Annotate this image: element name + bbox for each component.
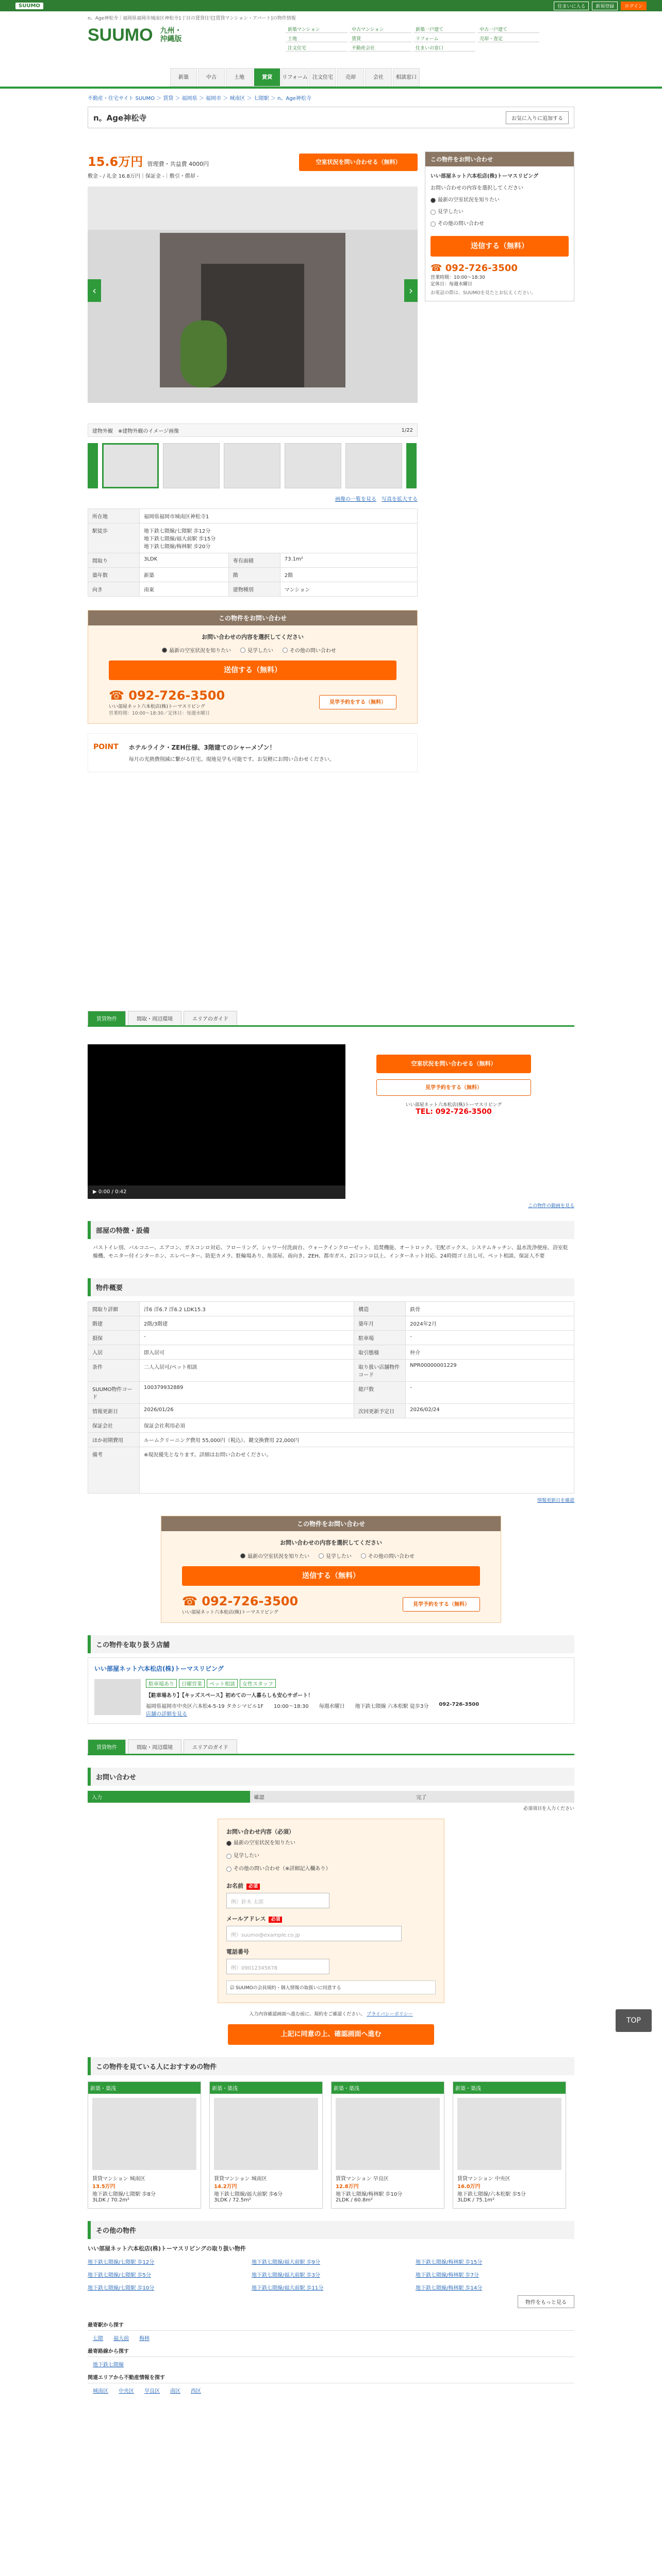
top-link-login[interactable]: ログイン — [621, 2, 647, 10]
form-option[interactable] — [226, 1851, 259, 1862]
side-phone-text: 092-726-3500 — [445, 263, 518, 274]
recommend-card[interactable] — [331, 2081, 444, 2209]
ov-h: 総戸数 — [354, 1382, 406, 1404]
side-phone[interactable]: ☎ 092-726-3500 — [431, 263, 518, 274]
shop-hours: 10:00〜18:30 — [273, 1703, 309, 1709]
features-text: バストイレ別、バルコニー、エアコン、ガスコンロ対応、フローリング、シャワー付洗面台、ウォークインクローゼット、追焚機能、オートロック、宅配ボックス、システムキッチン、温水洗浄便座、浴室乾燥機、モニター付インターホン、エレベーター、防犯カメラ、駐輪場あり、角部屋、南向き、ZEH、都市ガス、2口コンロ以上、インターネット対応、24時間ゴミ出し可、ペット相談、保証人不要 — [93, 1245, 568, 1259]
shop-heading: この物件を取り扱う店舗 — [88, 1635, 574, 1653]
card-info: 地下鉄七隈線/七隈駅 歩8分 3LDK / 70.2m² — [92, 2191, 156, 2203]
option-label: 最新の空室状況を知りたい — [438, 197, 500, 203]
side-company[interactable]: いい部屋ネット六本松店(株)トーマスリビング — [431, 174, 538, 179]
side-prompt: お問い合わせの内容を選択してください — [431, 185, 523, 191]
inquiry-heading: この物件をお問い合わせ — [88, 611, 417, 625]
line-link[interactable]: 地下鉄七隈線 — [93, 2362, 124, 2368]
form-heading: お問い合わせ — [88, 1768, 574, 1786]
inquiry2-prompt: お問い合わせの内容を選択してください — [280, 1539, 382, 1546]
top-link-home[interactable]: 住まいに入る — [554, 2, 589, 10]
visit-reserve-button-2[interactable]: 見学予約をする（無料） — [403, 1597, 480, 1612]
other-item[interactable]: 地下鉄七隈線/梅林駅 歩15分 — [416, 2259, 483, 2265]
company-hours: 営業時間：10:00〜18:30／定休日：毎週水曜日 — [109, 710, 210, 716]
side-option[interactable] — [431, 219, 484, 229]
photo-enlarge-link[interactable]: 写真を拡大する — [382, 497, 418, 502]
company-name: いい部屋ネット六本松店(株)トーマスリビング — [109, 704, 205, 709]
card-price: 12.8万円 — [336, 2183, 359, 2190]
gnav-company[interactable]: 会社 — [365, 68, 392, 87]
inquiry-box — [88, 610, 418, 724]
inquiry-option[interactable] — [162, 646, 231, 654]
deposit-info: 敷金 - / 礼金 16.8万円｜保証金 -｜敷引・償却 - — [88, 174, 199, 179]
video-link[interactable]: この物件の動画を見る — [527, 1204, 574, 1209]
recommend-cards — [88, 2081, 574, 2209]
ov-h: 損保 — [88, 1331, 140, 1345]
ov-h: 入居 — [88, 1345, 140, 1360]
agree-checkbox[interactable]: ☑ SUUMOの会員規約・個人情報の取扱いに同意する — [226, 1980, 436, 1994]
detail-section — [88, 995, 574, 2397]
shop-access: 地下鉄七隈線 六本松駅 徒歩3分 — [355, 1703, 429, 1709]
vacancy-inquiry-button[interactable]: 空室状況を問い合わせる（無料） — [299, 154, 418, 171]
ov-v: 100379932889 — [140, 1382, 354, 1404]
video-time: 0:00 / 0:42 — [98, 1189, 127, 1195]
other-item[interactable]: 地下鉄七隈線/七隈駅 歩5分 — [88, 2272, 151, 2278]
summary-v: 新築 — [140, 568, 229, 582]
ov-v: 2026/01/26 — [140, 1404, 354, 1418]
ov-v: - — [406, 1331, 574, 1345]
thumb-prev-button[interactable] — [88, 443, 98, 488]
phone-number-2[interactable]: ☎ 092-726-3500 — [182, 1594, 299, 1608]
card-name: 賃貸マンション 城南区 — [92, 2176, 145, 2182]
hdr-link[interactable]: 注文住宅 — [286, 44, 347, 52]
summary-v: 地下鉄七隈線/七隈駅 歩12分 地下鉄七隈線/福大前駅 歩15分 地下鉄七隈線/梅林駅 歩20分 — [140, 523, 418, 553]
ov-v: 2026/02/24 — [406, 1404, 574, 1418]
side-option[interactable] — [431, 207, 464, 217]
send-button-2[interactable]: 送信する（無料） — [182, 1566, 480, 1586]
station-link[interactable]: 福大前 — [113, 2335, 129, 2342]
photo-caption-bar — [88, 423, 418, 437]
inquiry-option[interactable] — [240, 646, 273, 654]
summary-v: 福岡県福岡市城南区神松寺1 — [140, 509, 418, 523]
phone-text: 092-726-3500 — [128, 688, 225, 703]
card-image — [457, 2098, 561, 2170]
inquiry-form — [218, 1819, 444, 2003]
area-link[interactable]: 早良区 — [144, 2388, 160, 2394]
summary-v: マンション — [280, 582, 417, 597]
summary-h: 所在地 — [88, 509, 140, 523]
phone-label: 電話番号 — [226, 1948, 249, 1955]
recommend-card[interactable] — [88, 2081, 201, 2209]
inquiry2-option[interactable] — [361, 1552, 415, 1560]
detail-tabs — [88, 1011, 574, 1027]
recommend-card[interactable] — [453, 2081, 566, 2209]
video-controls[interactable]: ▶ 0:00 / 0:42 — [88, 1185, 345, 1199]
ov-h: 間取り詳細 — [88, 1302, 140, 1316]
breadcrumb[interactable]: 不動産・住宅サイト SUUMO ＞ 賃貸 ＞ 福岡県 ＞ 福岡市 ＞ 城南区 ＞ 七隈駅 ＞ n。Age神松寺 — [88, 96, 311, 101]
side-hours: 営業時間：10:00〜18:30 定休日：毎週水曜日 — [431, 275, 485, 287]
ov-v: 2024年2月 — [406, 1316, 574, 1331]
ov-h: ほか初期費用 — [88, 1433, 140, 1447]
add-favorite-button[interactable]: お気に入りに追加する — [506, 111, 569, 124]
form-step-2: 確認 — [250, 1791, 412, 1803]
thumbnail-strip — [88, 440, 418, 492]
name-input[interactable]: 例）鈴木 太郎 — [226, 1893, 329, 1908]
shop-tag: 日曜営業 — [179, 1679, 205, 1688]
card-name: 賃貸マンション 城南区 — [214, 2176, 267, 2182]
card-image — [214, 2098, 318, 2170]
main-wrap — [88, 89, 574, 2576]
rent-price — [88, 151, 209, 170]
option-label: その他の問い合わせ（※詳細記入欄あり） — [234, 1866, 331, 1872]
point-label: POINT — [93, 742, 119, 751]
tab-rent[interactable]: 賃貸物件 — [88, 1011, 126, 1025]
inquiry-prompt: お問い合わせの内容を選択してください — [202, 634, 304, 640]
rent-note: 管理費・共益費 4000円 — [147, 161, 209, 167]
required-mark: 必須 — [246, 1884, 260, 1890]
thumbnail[interactable] — [285, 443, 341, 488]
card-price: 16.0万円 — [457, 2183, 481, 2190]
site-header — [0, 11, 662, 89]
summary-v: 73.1m² — [280, 553, 417, 568]
inquiry-option[interactable] — [283, 646, 336, 654]
area-line-1: 九州・ — [160, 27, 182, 36]
summary-h: 築年数 — [88, 568, 140, 582]
form-option[interactable] — [226, 1838, 295, 1849]
area-label[interactable] — [160, 27, 182, 43]
phone-number[interactable]: ☎ 092-726-3500 — [109, 688, 225, 703]
thumbnail[interactable] — [102, 443, 159, 488]
area-line-2: 沖縄版 — [160, 35, 182, 43]
ov-h: 階建 — [88, 1316, 140, 1331]
summary-h: 駅徒歩 — [88, 523, 140, 553]
email-label: メールアドレス — [226, 1915, 266, 1922]
tree-image — [180, 320, 227, 387]
point-box — [88, 733, 418, 772]
nearby-h2: 最寄路線から探す — [88, 2345, 574, 2357]
hdr-link[interactable]: 住まいの窓口 — [413, 44, 475, 52]
hdr-link[interactable]: 中古一戸建て — [477, 26, 539, 33]
confirm-submit-button[interactable]: 上記に同意の上、確認画面へ進む — [228, 2024, 434, 2045]
ov-h: 情報更新日 — [88, 1404, 140, 1418]
gnav-custom[interactable]: 注文住宅 — [309, 68, 336, 87]
form-required-note: 必須項目を入力ください — [523, 1806, 574, 1811]
nearby-search — [88, 2318, 574, 2397]
hdr-link[interactable]: 新築マンション — [286, 26, 347, 33]
gnav-new[interactable]: 新築 — [170, 68, 197, 87]
hdr-link[interactable]: 土地 — [286, 35, 347, 42]
recommend-heading: この物件を見ている人におすすめの物件 — [88, 2057, 574, 2075]
video-visit-button[interactable]: 見学予約をする（無料） — [376, 1079, 531, 1096]
option-label: 最新の空室状況を知りたい — [247, 1554, 310, 1560]
summary-h: 建物種別 — [228, 582, 280, 597]
ov-h: 次回更新予定日 — [354, 1404, 406, 1418]
hdr-link[interactable]: 中古マンション — [350, 26, 411, 33]
other-item[interactable]: 地下鉄七隈線/福大前駅 歩9分 — [252, 2259, 320, 2265]
ov-v: 保証会社利用必須 — [140, 1418, 574, 1433]
ov-h: 築年月 — [354, 1316, 406, 1331]
inquiry2-option[interactable] — [319, 1552, 352, 1560]
shop-holiday: 毎週水曜日 — [319, 1703, 345, 1709]
shop-address: 福岡県福岡市中央区六本松4-5-19 タカシマビル1F — [146, 1703, 263, 1709]
ov-h: 構造 — [354, 1302, 406, 1316]
global-nav — [170, 68, 420, 87]
video-company: いい部屋ネット六本松店(株)トーマスリビング — [405, 1103, 502, 1108]
email-input[interactable]: 例）suumo@example.co.jp — [226, 1926, 402, 1941]
card-badge: 新築・築浅 — [453, 2082, 566, 2094]
left-column — [88, 151, 418, 772]
shop-tag: ペット相談 — [207, 1679, 238, 1688]
option-label: 最新の空室状況を知りたい — [169, 648, 231, 654]
top-strip — [0, 0, 662, 11]
update-info-link[interactable]: 情報更新日を確認 — [537, 1498, 574, 1503]
ov-h: 駐車場 — [354, 1331, 406, 1345]
gnav-sell[interactable]: 売却 — [337, 68, 364, 87]
card-badge: 新築・築浅 — [210, 2082, 322, 2094]
ov-h: 条件 — [88, 1360, 140, 1382]
send-button[interactable]: 送信する（無料） — [109, 660, 396, 680]
ov-v: 二人入居可/ペット相談 — [140, 1360, 354, 1382]
area-link[interactable]: 南区 — [170, 2388, 180, 2394]
option-label: 見学したい — [326, 1554, 352, 1560]
card-badge: 新築・築浅 — [88, 2082, 201, 2094]
option-label: 見学したい — [234, 1853, 259, 1859]
form-step-3: 完了 — [412, 1791, 574, 1803]
ov-v: ※現況優先となります。詳細はお問い合わせください。 — [140, 1447, 574, 1494]
hdr-link[interactable]: 不動産会社 — [350, 44, 411, 52]
nearby-h3: 関連エリアから不動産情報を探す — [88, 2371, 574, 2383]
suumo-mini-logo[interactable]: SUUMO — [15, 3, 43, 9]
station-link[interactable]: 梅林 — [139, 2335, 150, 2342]
title-bar — [88, 107, 574, 128]
other-item[interactable]: 地下鉄七隈線/福大前駅 歩3分 — [252, 2272, 320, 2278]
ov-v: 即入居可 — [140, 1345, 354, 1360]
ov-v: NPR00000001229 — [406, 1360, 574, 1382]
more-properties-button[interactable]: 物件をもっと見る — [518, 2295, 574, 2308]
summary-h: 専有面積 — [228, 553, 280, 568]
summary-v: 2階 — [280, 568, 417, 582]
property-video[interactable] — [88, 1044, 345, 1199]
name-label: お名前 — [226, 1882, 243, 1889]
ov-v: 2階/3階建 — [140, 1316, 354, 1331]
photo-count: 1/22 — [401, 427, 413, 433]
ov-v: ルームクリーニング費用 55,000円（税込）、鍵交換費用 22,000円 — [140, 1433, 574, 1447]
ov-v: - — [406, 1382, 574, 1404]
consent-text: 入力内容確認画面へ進む前に、規約をご確認ください。 — [249, 2011, 366, 2017]
summary-table — [88, 509, 418, 597]
photo-caption: 建物外観 ※建物外観のイメージ画像 — [92, 428, 179, 434]
photo-prev-button[interactable]: ‹ — [88, 279, 101, 302]
hdr-link[interactable]: リフォーム — [413, 35, 475, 42]
shop-detail-link[interactable]: 店舗の詳細を見る — [146, 1711, 187, 1717]
ov-v: 鉄骨 — [406, 1302, 574, 1316]
card-price: 13.5万円 — [92, 2183, 115, 2190]
detail-tabs-2 — [88, 1739, 574, 1755]
nearby-h1: 最寄駅から探す — [88, 2318, 574, 2331]
gnav-rent[interactable]: 賃貸 — [254, 68, 280, 87]
summary-h: 間取り — [88, 553, 140, 568]
card-badge: 新築・築浅 — [332, 2082, 444, 2094]
option-label: 見学したい — [438, 209, 464, 215]
option-label: 最新の空室状況を知りたい — [234, 1840, 295, 1846]
card-info: 地下鉄七隈線/六本松駅 歩5分 3LDK / 75.1m² — [457, 2191, 526, 2203]
hdr-link[interactable]: 新築一戸建て — [413, 26, 475, 33]
area-link[interactable]: 中央区 — [119, 2388, 134, 2394]
card-image — [92, 2098, 196, 2170]
card-name: 賃貸マンション 中央区 — [457, 2176, 510, 2182]
inquiry2-heading: この物件をお問い合わせ — [161, 1516, 501, 1531]
header-breadcrumb-text: n。Age神松寺｜福岡県福岡市城南区神松寺1丁目の賃貸住宅[賃貸マンション・アパート]の物件情報 — [88, 16, 296, 21]
summary-h: 階 — [228, 568, 280, 582]
summary-v: 3LDK — [140, 553, 229, 568]
photo-list-link[interactable]: 画像の一覧を見る — [335, 497, 376, 502]
privacy-link[interactable]: プライバシーポリシー — [367, 2011, 413, 2017]
recommend-card[interactable] — [209, 2081, 323, 2209]
tab-area[interactable]: エリアのガイド — [184, 1011, 237, 1025]
thumbnail[interactable] — [345, 443, 402, 488]
ov-h: 取り扱い店舗物件コード — [354, 1360, 406, 1382]
suumo-logo[interactable]: SUUMO — [88, 25, 153, 45]
card-image — [336, 2098, 440, 2170]
other-item[interactable]: 地下鉄七隈線/梅林駅 歩7分 — [416, 2272, 479, 2278]
side-option[interactable] — [431, 195, 500, 206]
inquiry2-option[interactable] — [240, 1552, 309, 1560]
card-info: 地下鉄七隈線/梅林駅 歩10分 2LDK / 60.8m² — [336, 2191, 403, 2203]
option-label: その他の問い合わせ — [438, 221, 484, 227]
form-content-label: お問い合わせ内容（必須） — [226, 1828, 294, 1835]
other-item[interactable]: 地下鉄七隈線/七隈駅 歩10分 — [88, 2285, 155, 2291]
agree-label: SUUMOの会員規約・個人情報の取扱いに同意する — [235, 1985, 341, 1991]
shop-tel[interactable]: 092-726-3500 — [439, 1701, 479, 1707]
other-item[interactable]: 地下鉄七隈線/七隈駅 歩12分 — [88, 2259, 155, 2265]
ov-v: - — [140, 1331, 354, 1345]
shop-box — [88, 1657, 574, 1724]
shop-tag: 女性スタッフ — [240, 1679, 276, 1688]
tab-layout[interactable]: 間取・周辺環境 — [128, 1739, 181, 1754]
form-option[interactable] — [226, 1863, 330, 1875]
side-note: お電話の際は、SUUMOを見たとお伝えください。 — [431, 291, 536, 296]
area-link[interactable]: 城南区 — [93, 2388, 108, 2394]
page-title: n。Age神松寺 — [93, 113, 147, 123]
header-category-links — [286, 26, 574, 52]
ov-h: 保証会社 — [88, 1418, 140, 1433]
tab-layout[interactable]: 間取・周辺環境 — [128, 1011, 181, 1025]
other-item[interactable]: 地下鉄七隈線/福大前駅 歩11分 — [252, 2285, 324, 2291]
card-name: 賃貸マンション 早良区 — [336, 2176, 389, 2182]
ov-v: 洋6 洋6.7 洋6.2 LDK15.3 — [140, 1302, 354, 1316]
option-label: その他の問い合わせ — [289, 648, 336, 654]
hdr-link[interactable]: 売却・査定 — [477, 35, 539, 42]
card-info: 地下鉄七隈線/福大前駅 歩6分 3LDK / 72.5m² — [214, 2191, 283, 2203]
gnav-land[interactable]: 土地 — [226, 68, 253, 87]
rent-value: 15.6万円 — [88, 155, 143, 169]
option-label: 見学したい — [247, 648, 273, 654]
point-title: ホテルライク・ZEH仕様、3階建てのシャーメゾン！ — [128, 743, 276, 751]
thumb-next-button[interactable] — [406, 443, 417, 488]
other-sub: いい部屋ネット六本松店(株)トーマスリビングの取り扱い物件 — [88, 2245, 246, 2252]
tab-rent[interactable]: 賃貸物件 — [88, 1739, 126, 1754]
hdr-link[interactable]: 賃貸 — [350, 35, 411, 42]
shop-photo — [94, 1679, 141, 1715]
gnav-counter[interactable]: 相談窓口 — [393, 68, 420, 87]
summary-v: 南東 — [140, 582, 229, 597]
gnav-used[interactable]: 中古 — [198, 68, 225, 87]
main-photo[interactable] — [88, 187, 418, 403]
tab-area[interactable]: エリアのガイド — [184, 1739, 237, 1754]
ov-h: 取引態様 — [354, 1345, 406, 1360]
shop-tag: 駐車場あり — [146, 1679, 177, 1688]
gnav-reform[interactable]: リフォーム — [282, 68, 308, 87]
shop-name[interactable]: いい部屋ネット六本松店(株)トーマスリビング — [94, 1665, 224, 1672]
station-link[interactable]: 七隈 — [93, 2335, 103, 2342]
company-name-2: いい部屋ネット六本松店(株)トーマスリビング — [182, 1609, 278, 1615]
other-item[interactable]: 地下鉄七隈線/梅林駅 歩14分 — [416, 2285, 483, 2291]
shop-catch: 【駐車場あり】【キッズスペース】初めての一人暮らしも安心サポート！ — [146, 1692, 313, 1699]
form-steps — [88, 1791, 574, 1803]
thumbnail[interactable] — [163, 443, 220, 488]
video-vacancy-button[interactable]: 空室状況を問い合わせる（無料） — [376, 1055, 531, 1073]
overview-heading: 物件概要 — [88, 1278, 574, 1296]
ov-v: 仲介 — [406, 1345, 574, 1360]
point-body: 毎月の光熱費削減に繋がる住宅。現地見学も可能です。お気軽にお問い合わせください。 — [128, 756, 335, 762]
inquiry-box-2 — [161, 1516, 501, 1623]
other-heading: その他の物件 — [88, 2221, 574, 2239]
summary-h: 向き — [88, 582, 140, 597]
video-tel[interactable]: TEL: 092-726-3500 — [416, 1108, 492, 1116]
photo-next-button[interactable]: › — [404, 279, 418, 302]
right-column — [425, 151, 574, 301]
top-link-register[interactable]: 新規登録 — [592, 2, 618, 10]
form-step-1: 入力 — [88, 1791, 250, 1803]
side-send-button[interactable]: 送信する（無料） — [431, 236, 569, 257]
area-link[interactable]: 西区 — [191, 2388, 201, 2394]
thumbnail[interactable] — [224, 443, 280, 488]
ov-h: SUUMO物件コード — [88, 1382, 140, 1404]
ov-h: 備考 — [88, 1447, 140, 1494]
scroll-top-button[interactable]: TOP — [616, 2009, 652, 2032]
card-price: 14.2万円 — [214, 2183, 237, 2190]
other-list — [88, 2258, 574, 2291]
side-inquiry-box — [425, 151, 574, 301]
overview-table — [88, 1301, 574, 1494]
required-mark: 必須 — [269, 1917, 282, 1923]
option-label: その他の問い合わせ — [368, 1554, 415, 1560]
phone-text: 092-726-3500 — [202, 1594, 299, 1608]
form-consent — [88, 2010, 574, 2017]
visit-reserve-button[interactable]: 見学予約をする（無料） — [319, 695, 396, 709]
phone-input[interactable]: 例）09012345678 — [226, 1959, 329, 1974]
features-heading: 部屋の特徴・設備 — [88, 1221, 574, 1239]
side-heading: この物件をお問い合わせ — [425, 152, 574, 166]
